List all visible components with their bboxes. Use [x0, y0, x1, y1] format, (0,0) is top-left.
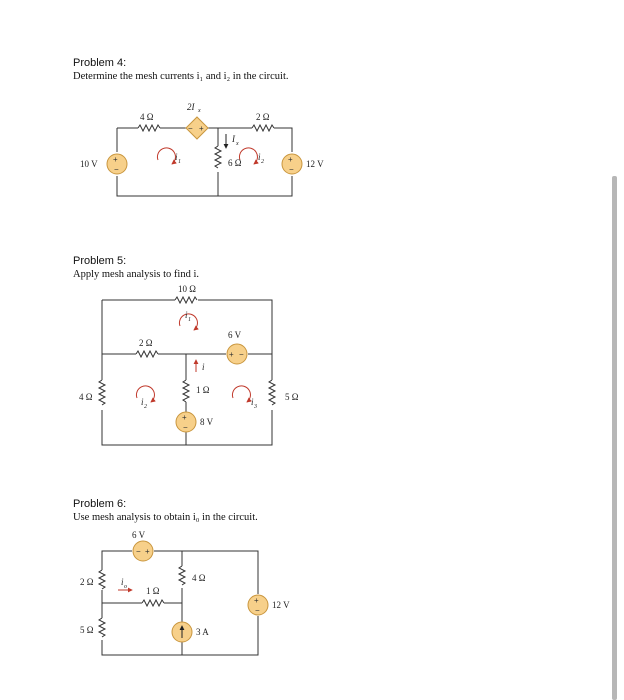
p5-mesh-arrow-3 [232, 386, 250, 402]
p4-sym-plus-2: + [288, 155, 293, 164]
p4-sym-plus-1: + [113, 155, 118, 164]
p4-resistor-2 [252, 125, 274, 131]
p5-label-r4: 4 Ω [79, 392, 93, 402]
p4-sym-minus-dep: − [188, 124, 193, 133]
p5-sym-plus-8v: + [182, 413, 187, 422]
p4-label-i2-sub: 2 [261, 159, 264, 165]
p5-label-r1: 1 Ω [196, 385, 210, 395]
p6-label-io-sub: o [124, 584, 127, 590]
p5-label-i3-sub: 3 [254, 404, 257, 410]
p4-mesh-arrow-2 [239, 148, 257, 164]
p4-sym-minus-1: − [114, 165, 119, 174]
problem-4-circuit [117, 117, 292, 196]
p4-resistor-4 [138, 125, 160, 131]
problem-4-title: Problem 4: [73, 57, 127, 69]
p6-resistor-4 [179, 566, 185, 585]
p5-label-i2: i [141, 397, 144, 407]
p6-resistor-5 [99, 618, 105, 637]
p4-label-ix-sub: x [236, 141, 239, 147]
p4-mesh-arrow-1 [157, 148, 175, 164]
p5-label-r5: 5 Ω [285, 392, 299, 402]
p5-label-i1: i [185, 310, 188, 320]
p4-label-r2: 2 Ω [256, 112, 270, 122]
p6-resistor-1 [142, 600, 164, 606]
p4-label-i1-sub: 1 [178, 159, 181, 165]
p4-label-r1: 4 Ω [140, 112, 154, 122]
vertical-scrollbar[interactable] [612, 176, 617, 700]
problem-6-instruction: Use mesh analysis to obtain i₀ in the circuit. [73, 512, 258, 523]
p4-label-i2: i [258, 152, 261, 162]
p4-resistor-6 [215, 146, 221, 168]
p4-label-dep-sub: x [198, 108, 201, 114]
problem-6-title: Problem 6: [73, 498, 127, 510]
p5-label-i: i [202, 362, 205, 372]
p4-label-r3: 6 Ω [228, 158, 242, 168]
p5-resistor-2 [136, 351, 158, 357]
p5-resistor-4 [99, 380, 105, 405]
problem-4-instruction: Determine the mesh currents i₁ and i₂ in the circuit. [73, 71, 289, 82]
p5-resistor-10 [175, 297, 197, 303]
problem-5-title: Problem 5: [73, 255, 127, 267]
p4-sym-plus-dep: + [199, 124, 204, 133]
p5-sym-minus-6v: − [239, 350, 244, 359]
p6-resistor-2 [99, 570, 105, 589]
p5-label-i3: i [251, 397, 254, 407]
p6-sym-minus-12v: − [255, 606, 260, 615]
p6-sym-plus-6v: + [145, 547, 150, 556]
p4-sym-minus-2: − [289, 165, 294, 174]
p6-label-io: i [121, 577, 124, 587]
p4-label-v1: 10 V [80, 159, 98, 169]
p5-label-r-top: 10 Ω [178, 284, 196, 294]
p5-sym-plus-6v: + [229, 350, 234, 359]
p6-label-r2: 2 Ω [80, 577, 94, 587]
problem-5-instruction: Apply mesh analysis to find i. [73, 269, 199, 280]
p6-label-r4: 4 Ω [192, 573, 206, 583]
p5-label-i2-sub: 2 [144, 404, 147, 410]
p6-label-c3: 3 A [196, 627, 209, 637]
p4-label-i1: i [175, 152, 178, 162]
p5-resistor-5 [269, 380, 275, 405]
p5-label-i1-sub: 1 [188, 317, 191, 323]
p5-label-v6: 6 V [228, 330, 242, 340]
p5-label-r2: 2 Ω [139, 338, 153, 348]
p6-label-r1: 1 Ω [146, 586, 160, 596]
p5-mesh-arrow-2 [136, 386, 154, 402]
p6-sym-minus-6v: − [136, 547, 141, 556]
p6-label-v12: 12 V [272, 600, 290, 610]
p4-label-ix: I [232, 134, 235, 144]
p4-label-dep: 2I [187, 102, 195, 112]
p6-label-v6: 6 V [132, 530, 146, 540]
p4-label-v2: 12 V [306, 159, 324, 169]
p5-label-v8: 8 V [200, 417, 214, 427]
p6-label-r5: 5 Ω [80, 625, 94, 635]
p5-sym-minus-8v: − [183, 423, 188, 432]
p6-sym-plus-12v: + [254, 596, 259, 605]
p5-resistor-1 [183, 380, 189, 402]
